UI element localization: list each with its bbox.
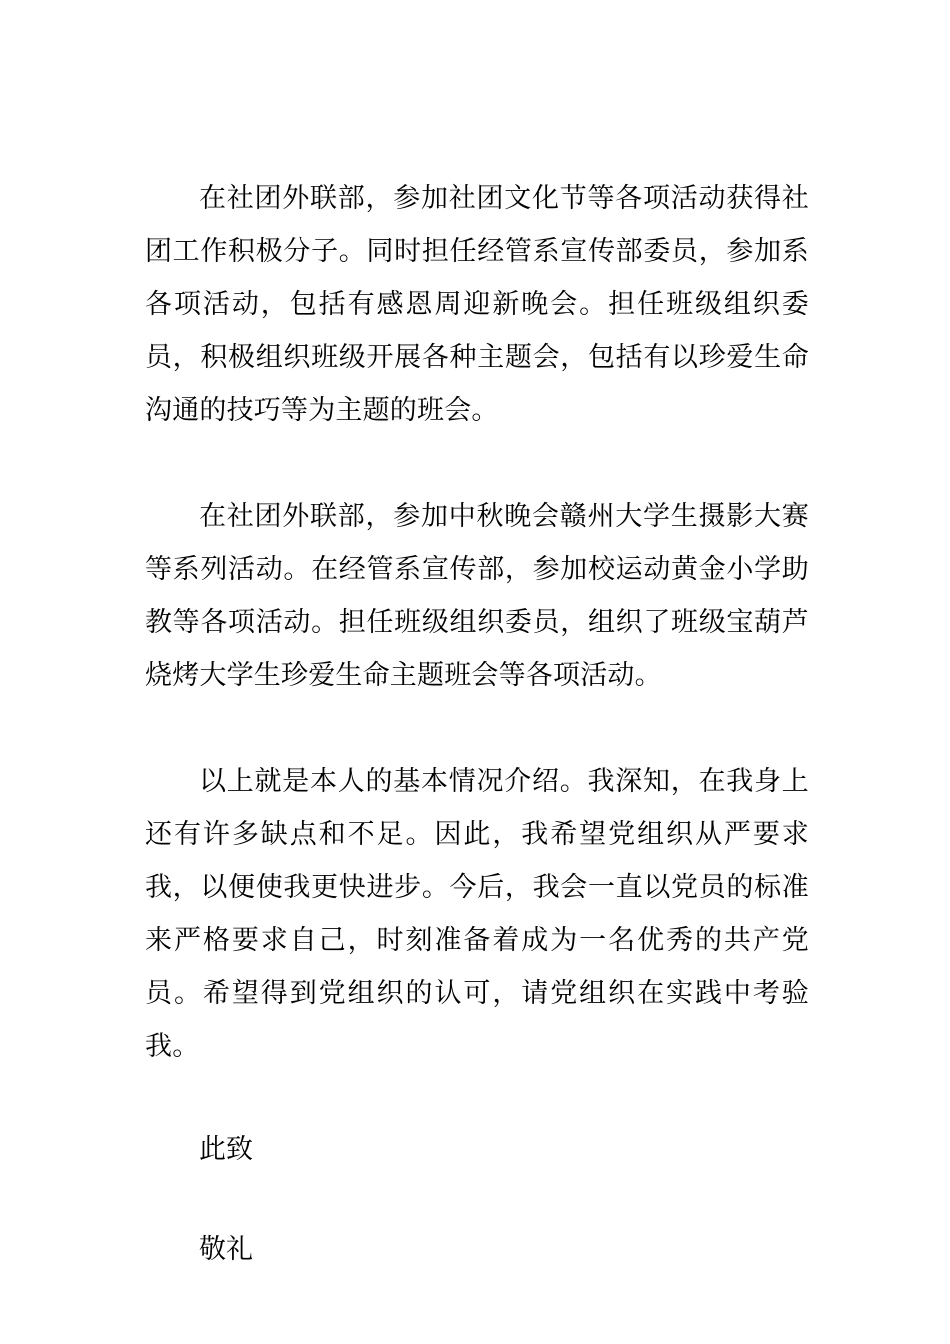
closing-salutation: 此致 [199, 1134, 253, 1165]
document-body [145, 172, 809, 1276]
paragraph-self-introduction-summary: 以上就是本人的基本情况介绍。我深知，在我身上还有许多缺点和不足。因此，我希望党组织从严要求我，以便使我更快进步。今后，我会一直以党员的标准来严格要求自己，时刻准备着成为一名优秀的共产党员。希望得到党组织的认可，请党组织在实践中考验我。 [145, 766, 809, 1062]
paragraph-series-activities: 在社团外联部，参加中秋晚会赣州大学生摄影大赛等系列活动。在经管系宣传部，参加校运动黄金小学助教等各项活动。担任班级组织委员，组织了班级宝葫芦烧烤大学生珍爱生命主题班会等各项活动。 [145, 501, 809, 691]
closing-regards: 敬礼 [199, 1234, 253, 1265]
paragraph-club-activities: 在社团外联部，参加社团文化节等各项活动获得社团工作积极分子。同时担任经管系宣传部委员，参加系各项活动，包括有感恩周迎新晚会。担任班级组织委员，积极组织班级开展各种主题会，包括有以珍爱生命沟通的技巧等为主题的班会。 [145, 183, 809, 426]
